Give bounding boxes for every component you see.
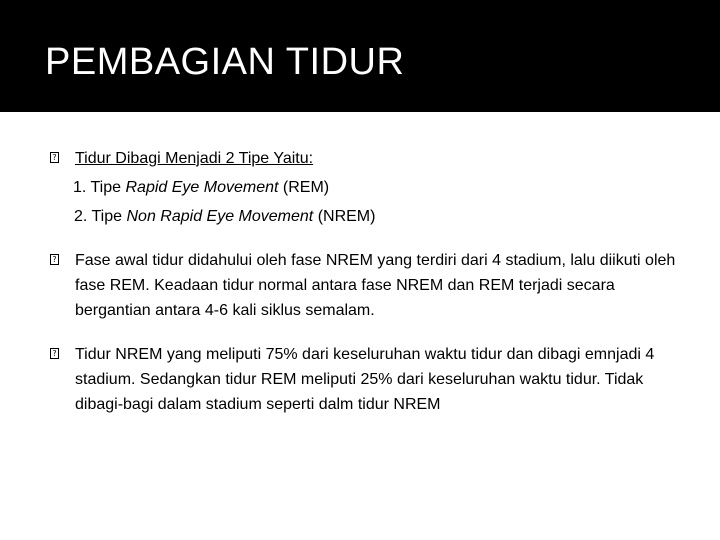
list-item-nrem [74, 204, 690, 229]
bullet-marker-icon: ? [50, 152, 59, 163]
list-item-prefix: 2. Tipe [74, 208, 127, 225]
title-bar [0, 0, 720, 112]
list-item-suffix: (NREM) [313, 208, 376, 225]
bullet-marker-icon: ? [50, 348, 59, 359]
bullet-text: Tidur NREM yang meliputi 75% dari keseluruhan waktu tidur dan dibagi emnjadi 4 stadium. Sedangkan tidur REM meliputi 25% dari keseluruhan waktu tidur. Tidak dibagi-bagi dalam stadium seperti dalm tidur NREM [75, 346, 655, 413]
slide-content [50, 146, 690, 417]
term-rem: Rapid Eye Movement [125, 179, 279, 196]
bullet-text: Fase awal tidur didahului oleh fase NREM yang terdiri dari 4 stadium, lalu diikuti oleh fase REM. Keadaan tidur normal antara fase NREM dan REM terjadi secara bergantian antara 4-6 kali siklus semalam. [75, 252, 676, 319]
bullet-sleep-proportion [50, 342, 690, 417]
bullet-sleep-types [50, 146, 690, 229]
list-item-rem [73, 175, 690, 200]
bullet-marker-icon: ? [50, 254, 59, 265]
bullet-text [75, 146, 690, 229]
list-item-prefix: 1. Tipe [73, 179, 126, 196]
slide-title: PEMBAGIAN TIDUR [45, 41, 405, 83]
list-item-suffix: (REM) [278, 179, 330, 196]
bullet-sleep-phases [50, 248, 690, 323]
term-nrem: Non Rapid Eye Movement [126, 208, 314, 225]
bullet-heading: Tidur Dibagi Menjadi 2 Tipe Yaitu: [75, 150, 314, 167]
